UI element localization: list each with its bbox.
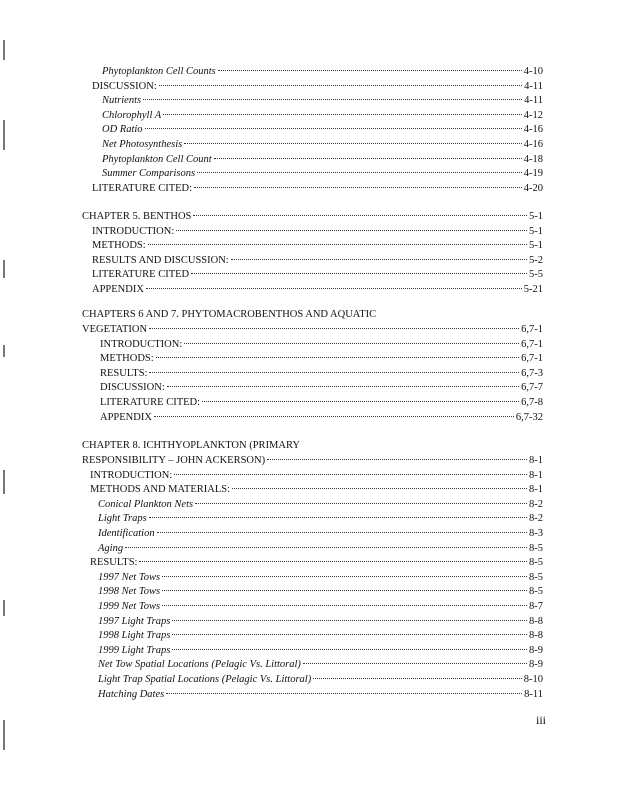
toc-entry-label: LITERATURE CITED: bbox=[92, 182, 193, 194]
toc-entry-page: 5-21 bbox=[523, 284, 543, 295]
toc-entry-page: 8-1 bbox=[529, 484, 543, 496]
toc-entry-page: 8-5 bbox=[529, 571, 543, 583]
toc-entry-label: Conical Plankton Nets bbox=[98, 498, 194, 510]
toc-entry-page: 4-18 bbox=[523, 153, 543, 165]
toc-entry-label: 1999 Net Tows bbox=[98, 601, 161, 612]
dot-leader bbox=[149, 328, 519, 329]
toc-entry-label: Aging bbox=[98, 542, 124, 554]
toc-entry[interactable] bbox=[90, 469, 543, 483]
dot-leader bbox=[197, 172, 522, 173]
dot-leader bbox=[202, 401, 519, 402]
toc-entry-label: Phytoplankton Cell Count bbox=[102, 153, 212, 165]
toc-entry-label: LITERATURE CITED: bbox=[100, 397, 201, 408]
toc-entry[interactable] bbox=[98, 644, 543, 658]
toc-entry-label: METHODS: bbox=[92, 240, 146, 252]
toc-entry-page: 4-10 bbox=[523, 66, 543, 77]
toc-entry[interactable] bbox=[98, 542, 543, 556]
toc-entry-label: Hatching Dates bbox=[98, 688, 165, 700]
toc-entry[interactable] bbox=[98, 629, 543, 643]
toc-entry[interactable] bbox=[92, 283, 543, 297]
toc-entry-label: Light Trap Spatial Locations (Pelagic Vs. Littoral) bbox=[98, 674, 312, 685]
toc-entry[interactable] bbox=[98, 615, 543, 629]
toc-entry[interactable] bbox=[100, 367, 543, 381]
dot-leader bbox=[191, 273, 527, 274]
toc-entry-label: METHODS: bbox=[100, 353, 154, 365]
dot-leader bbox=[149, 517, 527, 518]
toc-entry-label: RESULTS AND DISCUSSION: bbox=[92, 254, 229, 266]
toc-entry-page: 5-1 bbox=[529, 225, 543, 237]
dot-leader bbox=[232, 488, 527, 489]
toc-entry-page: 4-16 bbox=[523, 139, 543, 150]
dot-leader bbox=[194, 187, 522, 188]
dot-leader bbox=[156, 357, 519, 358]
dot-leader bbox=[313, 678, 522, 679]
dot-leader bbox=[218, 70, 522, 71]
toc-entry-page: 6,7-8 bbox=[521, 397, 543, 408]
toc-entry[interactable] bbox=[98, 658, 543, 672]
toc-entry-page: 8-8 bbox=[529, 615, 543, 627]
toc-entry-label: INTRODUCTION: bbox=[90, 469, 173, 481]
toc-entry[interactable] bbox=[100, 396, 543, 410]
toc-entry-page: 6,7-7 bbox=[521, 382, 543, 394]
toc-entry-label: LITERATURE CITED bbox=[92, 269, 190, 281]
toc-entry-page: 8-3 bbox=[529, 528, 543, 539]
toc-entry-page: 8-7 bbox=[529, 601, 543, 612]
toc-entry-page: 8-5 bbox=[529, 557, 543, 569]
toc-entry-label: INTRODUCTION: bbox=[92, 225, 175, 237]
toc-entry-label: Identification bbox=[98, 528, 155, 539]
toc-entry[interactable] bbox=[100, 411, 543, 425]
dot-leader bbox=[148, 244, 527, 245]
toc-entry-page: 8-1 bbox=[529, 469, 543, 481]
toc-entry[interactable] bbox=[82, 323, 543, 337]
toc-entry[interactable] bbox=[102, 138, 543, 152]
toc-entry-label: DISCUSSION: bbox=[100, 382, 165, 394]
dot-leader bbox=[162, 590, 527, 591]
dot-leader bbox=[162, 576, 527, 577]
toc-entry-label: Net Tow Spatial Locations (Pelagic Vs. Littoral) bbox=[98, 659, 301, 671]
toc-entry-page: 5-5 bbox=[529, 269, 543, 281]
dot-leader bbox=[172, 620, 527, 621]
toc-entry[interactable] bbox=[102, 65, 543, 79]
toc-entry-page: 5-1 bbox=[529, 211, 543, 222]
toc-entry-label: VEGETATION bbox=[82, 324, 148, 335]
toc-entry-label: APPENDIX bbox=[92, 284, 144, 295]
toc-entry[interactable] bbox=[102, 123, 543, 137]
toc-entry-label: Phytoplankton Cell Counts bbox=[102, 66, 216, 77]
toc-entry[interactable] bbox=[98, 571, 543, 585]
toc-entry[interactable] bbox=[100, 381, 543, 395]
dot-leader bbox=[166, 693, 522, 694]
dot-leader bbox=[167, 386, 519, 387]
toc-entry-label: Summer Comparisons bbox=[102, 168, 196, 180]
toc-entry-page: 4-19 bbox=[523, 168, 543, 180]
toc-entry[interactable] bbox=[102, 109, 543, 123]
toc-entry-page: 5-1 bbox=[529, 240, 543, 252]
dot-leader bbox=[154, 416, 514, 417]
toc-entry-label: RESULTS: bbox=[100, 367, 148, 379]
dot-leader bbox=[193, 215, 527, 216]
toc-entry[interactable] bbox=[90, 556, 543, 570]
toc-entry-label: RESPONSIBILITY – JOHN ACKERSON) bbox=[82, 455, 266, 466]
toc-entry-label: Nutrients bbox=[102, 95, 142, 107]
dot-leader bbox=[184, 343, 519, 344]
dot-leader bbox=[139, 561, 527, 562]
dot-leader bbox=[184, 143, 522, 144]
toc-entry[interactable] bbox=[98, 498, 543, 512]
toc-entry[interactable] bbox=[92, 254, 543, 268]
toc-entry-page: 8-11 bbox=[524, 688, 543, 700]
toc-entry-label: 1998 Net Tows bbox=[98, 586, 161, 598]
toc-entry-label: 1999 Light Traps bbox=[98, 644, 171, 656]
toc-entry-page: 6,7-32 bbox=[515, 411, 543, 423]
toc-entry[interactable] bbox=[98, 688, 543, 702]
dot-leader bbox=[303, 663, 527, 664]
toc-entry-label: 1998 Light Traps bbox=[98, 630, 171, 642]
toc-entry-page: 8-8 bbox=[529, 630, 543, 642]
toc-entry-label: Chlorophyll A bbox=[102, 109, 162, 121]
dot-leader bbox=[267, 459, 527, 460]
dot-leader bbox=[159, 85, 522, 86]
dot-leader bbox=[195, 503, 527, 504]
toc-entry[interactable] bbox=[102, 94, 543, 108]
toc-entry-page: 4-16 bbox=[523, 124, 543, 136]
toc-entry-page: 4-11 bbox=[524, 95, 543, 107]
toc-entry[interactable] bbox=[100, 352, 543, 366]
dot-leader bbox=[143, 99, 522, 100]
toc-entry[interactable] bbox=[98, 673, 543, 687]
toc-entry-label: 1997 Net Tows bbox=[98, 571, 161, 583]
toc-entry-label: Light Traps bbox=[98, 513, 147, 525]
toc-entry-label: INTRODUCTION: bbox=[100, 338, 183, 350]
toc-entry[interactable] bbox=[92, 225, 543, 239]
dot-leader bbox=[231, 259, 527, 260]
toc-entry[interactable] bbox=[92, 182, 543, 196]
toc-entry-label: METHODS AND MATERIALS: bbox=[90, 484, 231, 496]
toc-entry-page: 8-2 bbox=[529, 498, 543, 510]
toc-entry[interactable] bbox=[98, 512, 543, 526]
toc-entry[interactable] bbox=[98, 600, 543, 614]
chapter-6-7-heading: CHAPTERS 6 AND 7. PHYTOMACROBENTHOS AND AQUATIC bbox=[82, 309, 377, 320]
toc-entry[interactable] bbox=[92, 239, 543, 253]
dot-leader bbox=[125, 547, 527, 548]
toc-entry[interactable] bbox=[92, 268, 543, 282]
toc-entry[interactable] bbox=[98, 585, 543, 599]
toc-entry-page: 6,7-3 bbox=[521, 367, 543, 379]
dot-leader bbox=[162, 605, 527, 606]
toc-entry-page: 6,7-1 bbox=[521, 338, 543, 350]
dot-leader bbox=[172, 649, 527, 650]
toc-entry[interactable] bbox=[92, 80, 543, 94]
dot-leader bbox=[157, 532, 527, 533]
toc-entry-page: 5-2 bbox=[529, 254, 543, 266]
toc-entry-label: APPENDIX bbox=[100, 411, 152, 423]
toc-entry-label: OD Ratio bbox=[102, 124, 143, 136]
dot-leader bbox=[163, 114, 522, 115]
toc-entry-page: 4-12 bbox=[523, 109, 543, 121]
dot-leader bbox=[149, 372, 519, 373]
dot-leader bbox=[146, 288, 522, 289]
toc-entry-label: Net Photosynthesis bbox=[102, 139, 183, 150]
toc-entry-page: 4-11 bbox=[524, 80, 543, 92]
dot-leader bbox=[176, 230, 527, 231]
toc-entry-label: RESULTS: bbox=[90, 557, 138, 569]
toc-entry[interactable] bbox=[102, 167, 543, 181]
toc-entry-page: 8-9 bbox=[529, 644, 543, 656]
toc-entry-label: CHAPTER 5. BENTHOS bbox=[82, 211, 192, 222]
toc-entry-label: 1997 Light Traps bbox=[98, 615, 171, 627]
toc-entry[interactable] bbox=[90, 483, 543, 497]
toc-entry-page: 8-9 bbox=[529, 659, 543, 671]
toc-entry[interactable] bbox=[82, 454, 543, 468]
toc-entry-label: DISCUSSION: bbox=[92, 80, 157, 92]
dot-leader bbox=[172, 634, 527, 635]
toc-entry[interactable] bbox=[98, 527, 543, 541]
dot-leader bbox=[174, 474, 527, 475]
chapter-8-heading: CHAPTER 8. ICHTHYOPLANKTON (PRIMARY bbox=[82, 440, 300, 451]
toc-entry-page: 8-2 bbox=[529, 513, 543, 525]
toc-entry-page: 4-20 bbox=[523, 182, 543, 194]
toc-entry[interactable] bbox=[100, 338, 543, 352]
dot-leader bbox=[214, 158, 522, 159]
toc-entry[interactable] bbox=[82, 210, 543, 224]
dot-leader bbox=[145, 128, 522, 129]
toc-entry-page: 6,7-1 bbox=[521, 324, 543, 335]
toc-entry[interactable] bbox=[102, 153, 543, 167]
toc-entry-page: 8-1 bbox=[529, 455, 543, 466]
toc-entry-page: 8-10 bbox=[523, 674, 543, 685]
toc-entry-page: 8-5 bbox=[529, 586, 543, 598]
page-number: iii bbox=[536, 713, 547, 727]
toc-entry-page: 6,7-1 bbox=[521, 353, 543, 365]
toc-entry-page: 8-5 bbox=[529, 542, 543, 554]
